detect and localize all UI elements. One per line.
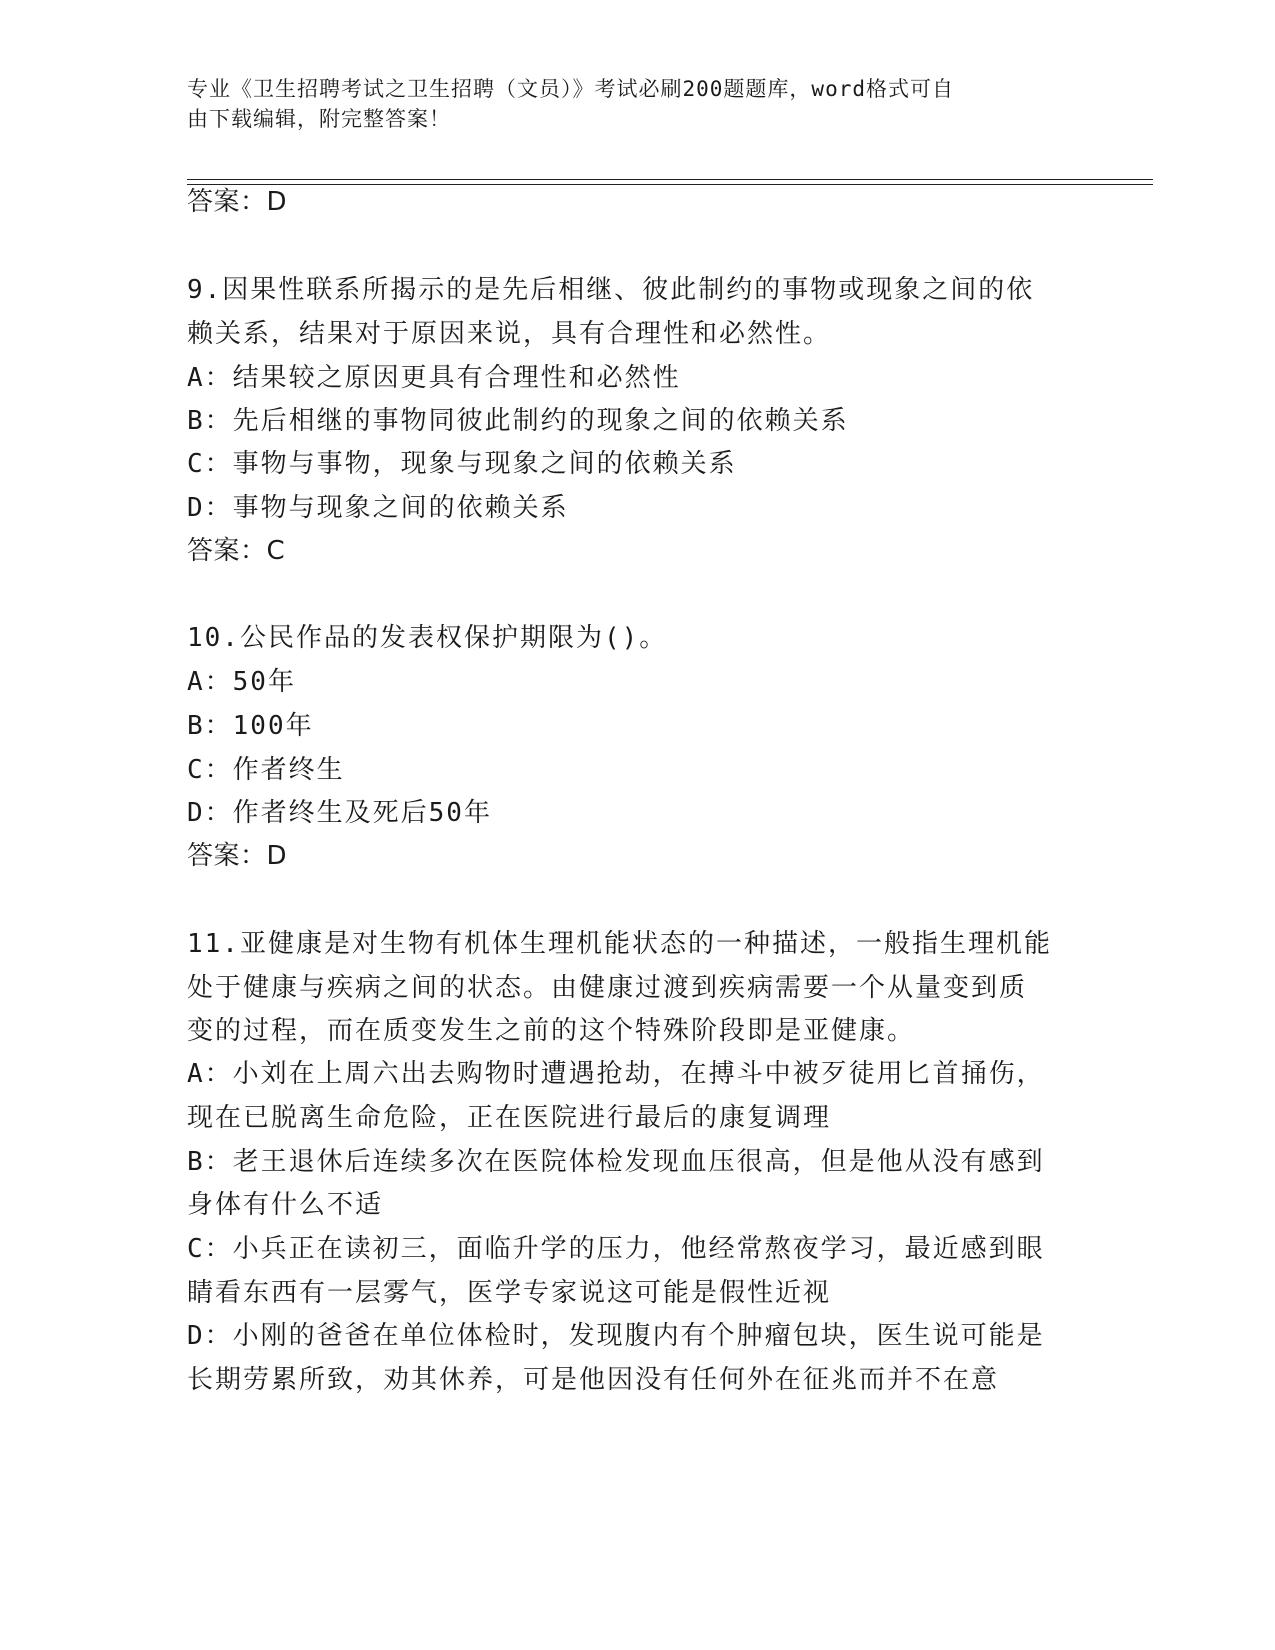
q11-option-a-line-1: A：小刘在上周六出去购物时遭遇抢劫，在搏斗中被歹徒用匕首捅伤， — [187, 1059, 1045, 1089]
q11-option-d-line-1: D：小刚的爸爸在单位体检时，发现腹内有个肿瘤包块，医生说可能是 — [187, 1321, 1045, 1351]
document-header — [187, 74, 1067, 134]
q10-stem: 10.公民作品的发表权保护期限为()。 — [187, 623, 668, 653]
q9-option-b: B：先后相继的事物同彼此制约的现象之间的依赖关系 — [187, 406, 849, 436]
header-title-line-2: 由下载编辑，附完整答案！ — [187, 107, 451, 131]
q11-option-c-line-2: 睛看东西有一层雾气，医学专家说这可能是假性近视 — [187, 1278, 832, 1308]
q10-option-d: D：作者终生及死后50年 — [187, 798, 492, 828]
q11-option-d-line-2: 长期劳累所致，劝其休养，可是他因没有任何外在征兆而并不在意 — [187, 1365, 1000, 1395]
q10-option-a: A：50年 — [187, 667, 296, 697]
q11-stem-line-3: 变的过程，而在质变发生之前的这个特殊阶段即是亚健康。 — [187, 1016, 916, 1046]
q11-option-b-line-2: 身体有什么不适 — [187, 1190, 384, 1220]
q11-stem-line-1: 11.亚健康是对生物有机体生理机能状态的一种描述，一般指生理机能 — [187, 929, 1052, 959]
q10-answer: 答案：D — [187, 841, 288, 871]
header-divider-bottom — [187, 184, 1153, 185]
q11-option-b-line-1: B：老王退休后连续多次在医院体检发现血压很高，但是他从没有感到 — [187, 1147, 1045, 1177]
header-title-line-1: 专业《卫生招聘考试之卫生招聘（文员）》考试必刷200题题库，word格式可自 — [187, 77, 954, 101]
q10-option-c: C：作者终生 — [187, 755, 345, 785]
q9-option-a: A：结果较之原因更具有合理性和必然性 — [187, 363, 681, 393]
q11-stem-line-2: 处于健康与疾病之间的状态。由健康过渡到疾病需要一个从量变到质 — [187, 973, 1028, 1003]
q9-answer: 答案：C — [187, 536, 286, 566]
q8-answer: 答案：D — [187, 187, 288, 217]
q11-option-a-line-2: 现在已脱离生命危险，正在医院进行最后的康复调理 — [187, 1103, 832, 1133]
q10-option-b: B：100年 — [187, 711, 314, 741]
q9-option-c: C：事物与事物，现象与现象之间的依赖关系 — [187, 449, 737, 479]
q9-stem-line-1: 9.因果性联系所揭示的是先后相继、彼此制约的事物或现象之间的依 — [187, 275, 1035, 305]
q9-option-d: D：事物与现象之间的依赖关系 — [187, 493, 569, 523]
q11-option-c-line-1: C：小兵正在读初三，面临升学的压力，他经常熬夜学习，最近感到眼 — [187, 1234, 1045, 1264]
header-divider-top — [187, 179, 1153, 180]
q9-stem-line-2: 赖关系，结果对于原因来说，具有合理性和必然性。 — [187, 319, 832, 349]
